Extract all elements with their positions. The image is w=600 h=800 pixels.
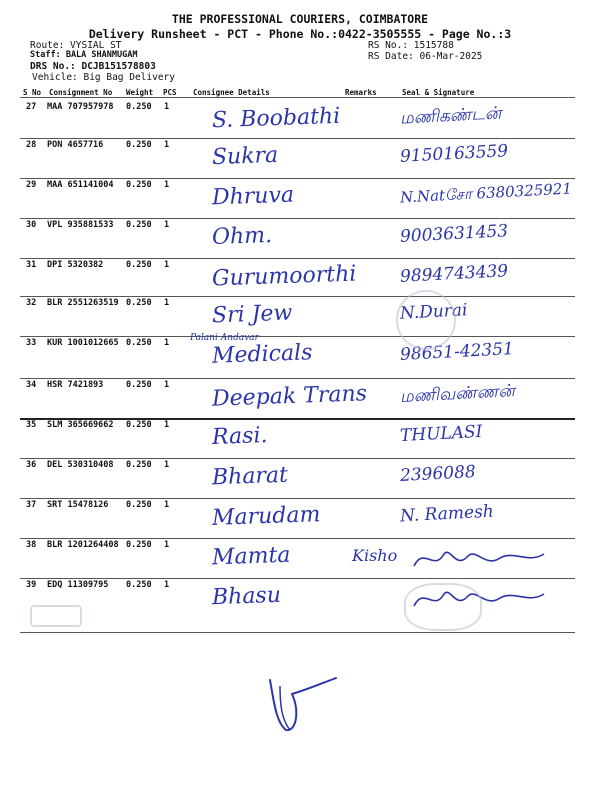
- signature-handwriting: 9003631453: [399, 221, 509, 247]
- col-pcs: PCS: [163, 88, 177, 97]
- row-sno: 27: [26, 102, 37, 112]
- signature-handwriting: 9150163559: [399, 141, 509, 167]
- consignee-handwriting: Dhruva: [211, 182, 295, 211]
- signature-handwriting: N.Natசோ 6380325921: [399, 179, 573, 207]
- pcs-value: 1: [164, 420, 170, 430]
- consignee-handwriting: Marudam: [211, 502, 321, 531]
- row-divider: [20, 538, 575, 539]
- seal-stamp: [30, 605, 82, 627]
- consignment-number: MAA 651141004: [47, 180, 114, 190]
- pcs-value: 1: [164, 338, 170, 348]
- signature-handwriting: N. Ramesh: [399, 501, 495, 527]
- consignment-number: DPI 5320382: [47, 260, 104, 270]
- consignee-note: Palani Andavar: [190, 333, 259, 343]
- signature-handwriting: 2396088: [399, 462, 477, 486]
- rs-date: RS Date: 06-Mar-2025: [368, 51, 483, 62]
- signature-handwriting: THULASI: [399, 421, 483, 447]
- consignment-number: EDQ 11309795: [47, 580, 109, 590]
- row-sno: 31: [26, 260, 37, 270]
- row-sno: 38: [26, 540, 37, 550]
- row-divider: [20, 632, 575, 633]
- vehicle-label: Vehicle: Big Bag Delivery: [32, 72, 175, 83]
- signature-scribble: [410, 542, 550, 576]
- weight-value: 0.250: [126, 420, 152, 430]
- col-consignee: Consignee Details: [193, 88, 270, 97]
- route-label: Route: VYSIAL ST: [30, 40, 122, 51]
- signature-handwriting: மணிகண்டன்: [399, 103, 502, 129]
- row-sno: 28: [26, 140, 37, 150]
- pcs-value: 1: [164, 380, 170, 390]
- consignee-handwriting: Gurumoorthi: [211, 261, 357, 292]
- row-divider: [20, 458, 575, 459]
- staff-label: Staff: BALA SHANMUGAM: [30, 50, 138, 60]
- weight-value: 0.250: [126, 338, 152, 348]
- pcs-value: 1: [164, 220, 170, 230]
- consignment-number: KUR 1001012665: [47, 338, 119, 348]
- row-divider: [20, 578, 575, 579]
- signature-handwriting: மணிவண்ணன்: [399, 381, 516, 407]
- pcs-value: 1: [164, 460, 170, 470]
- row-divider: [20, 378, 575, 379]
- rs-number: RS No.: 1515788: [368, 40, 454, 51]
- col-seal-signature: Seal & Signature: [402, 88, 475, 97]
- row-divider: [20, 218, 575, 219]
- weight-value: 0.250: [126, 298, 152, 308]
- row-sno: 32: [26, 298, 37, 308]
- row-sno: 37: [26, 500, 37, 510]
- consignee-handwriting: Rasi.: [211, 423, 268, 450]
- header-rule: [20, 97, 575, 98]
- col-weight: Weight: [126, 88, 154, 97]
- row-divider: [20, 336, 575, 337]
- consignment-number: HSR 7421893: [47, 380, 104, 390]
- signature-handwriting: 98651-42351: [399, 339, 515, 365]
- seal-stamp: [404, 583, 482, 631]
- weight-value: 0.250: [126, 180, 152, 190]
- remarks-handwriting: Kisho: [352, 546, 398, 565]
- weight-value: 0.250: [126, 460, 152, 470]
- consignee-handwriting: Sri Jew: [211, 300, 293, 329]
- row-sno: 29: [26, 180, 37, 190]
- consignee-handwriting: S. Boobathi: [211, 103, 341, 134]
- row-sno: 33: [26, 338, 37, 348]
- consignment-number: SRT 15478126: [47, 500, 109, 510]
- pcs-value: 1: [164, 102, 170, 112]
- row-divider: [20, 498, 575, 499]
- consignment-number: PON 4657716: [47, 140, 104, 150]
- pcs-value: 1: [164, 540, 170, 550]
- col-remarks: Remarks: [345, 88, 377, 97]
- drs-number: DRS No.: DCJB151578803: [30, 61, 156, 72]
- weight-value: 0.250: [126, 260, 152, 270]
- row-divider: [20, 296, 575, 297]
- col-sno: S No: [23, 88, 42, 97]
- col-consignment: Consignment No: [49, 88, 113, 97]
- runsheet-subtitle: Delivery Runsheet - PCT - Phone No.:0422-3505555 - Page No.:3: [88, 27, 512, 41]
- handwritten-mark: [262, 672, 342, 742]
- consignee-handwriting: Bharat: [211, 462, 289, 491]
- consignee-handwriting: Bhasu: [211, 582, 282, 611]
- consignee-handwriting: Deepak Trans: [211, 381, 368, 412]
- weight-value: 0.250: [126, 102, 152, 112]
- pcs-value: 1: [164, 500, 170, 510]
- consignment-number: MAA 707957978: [47, 102, 114, 112]
- pcs-value: 1: [164, 298, 170, 308]
- pcs-value: 1: [164, 180, 170, 190]
- row-sno: 34: [26, 380, 37, 390]
- pcs-value: 1: [164, 260, 170, 270]
- consignee-handwriting: Mamta: [211, 542, 291, 571]
- row-sno: 35: [26, 420, 37, 430]
- company-title: THE PROFESSIONAL COURIERS, COIMBATORE: [171, 12, 429, 26]
- weight-value: 0.250: [126, 140, 152, 150]
- consignee-handwriting: Sukra: [211, 142, 279, 171]
- consignee-handwriting: Ohm.: [211, 222, 273, 251]
- weight-value: 0.250: [126, 580, 152, 590]
- weight-value: 0.250: [126, 220, 152, 230]
- row-divider: [20, 258, 575, 259]
- seal-stamp: [396, 290, 456, 350]
- consignment-number: SLM 365669662: [47, 420, 114, 430]
- row-sno: 36: [26, 460, 37, 470]
- weight-value: 0.250: [126, 380, 152, 390]
- row-divider: [20, 138, 575, 139]
- pcs-value: 1: [164, 140, 170, 150]
- consignee-handwriting: Medicals: [211, 340, 313, 369]
- consignment-number: VPL 935881533: [47, 220, 114, 230]
- consignment-number: DEL 530310408: [47, 460, 114, 470]
- row-sno: 30: [26, 220, 37, 230]
- row-sno: 39: [26, 580, 37, 590]
- consignment-number: BLR 2551263519: [47, 298, 119, 308]
- signature-handwriting: 9894743439: [399, 261, 509, 287]
- row-divider: [20, 178, 575, 179]
- weight-value: 0.250: [126, 540, 152, 550]
- weight-value: 0.250: [126, 500, 152, 510]
- consignment-number: BLR 1201264408: [47, 540, 119, 550]
- signature-handwriting: N.Durai: [399, 300, 468, 324]
- pcs-value: 1: [164, 580, 170, 590]
